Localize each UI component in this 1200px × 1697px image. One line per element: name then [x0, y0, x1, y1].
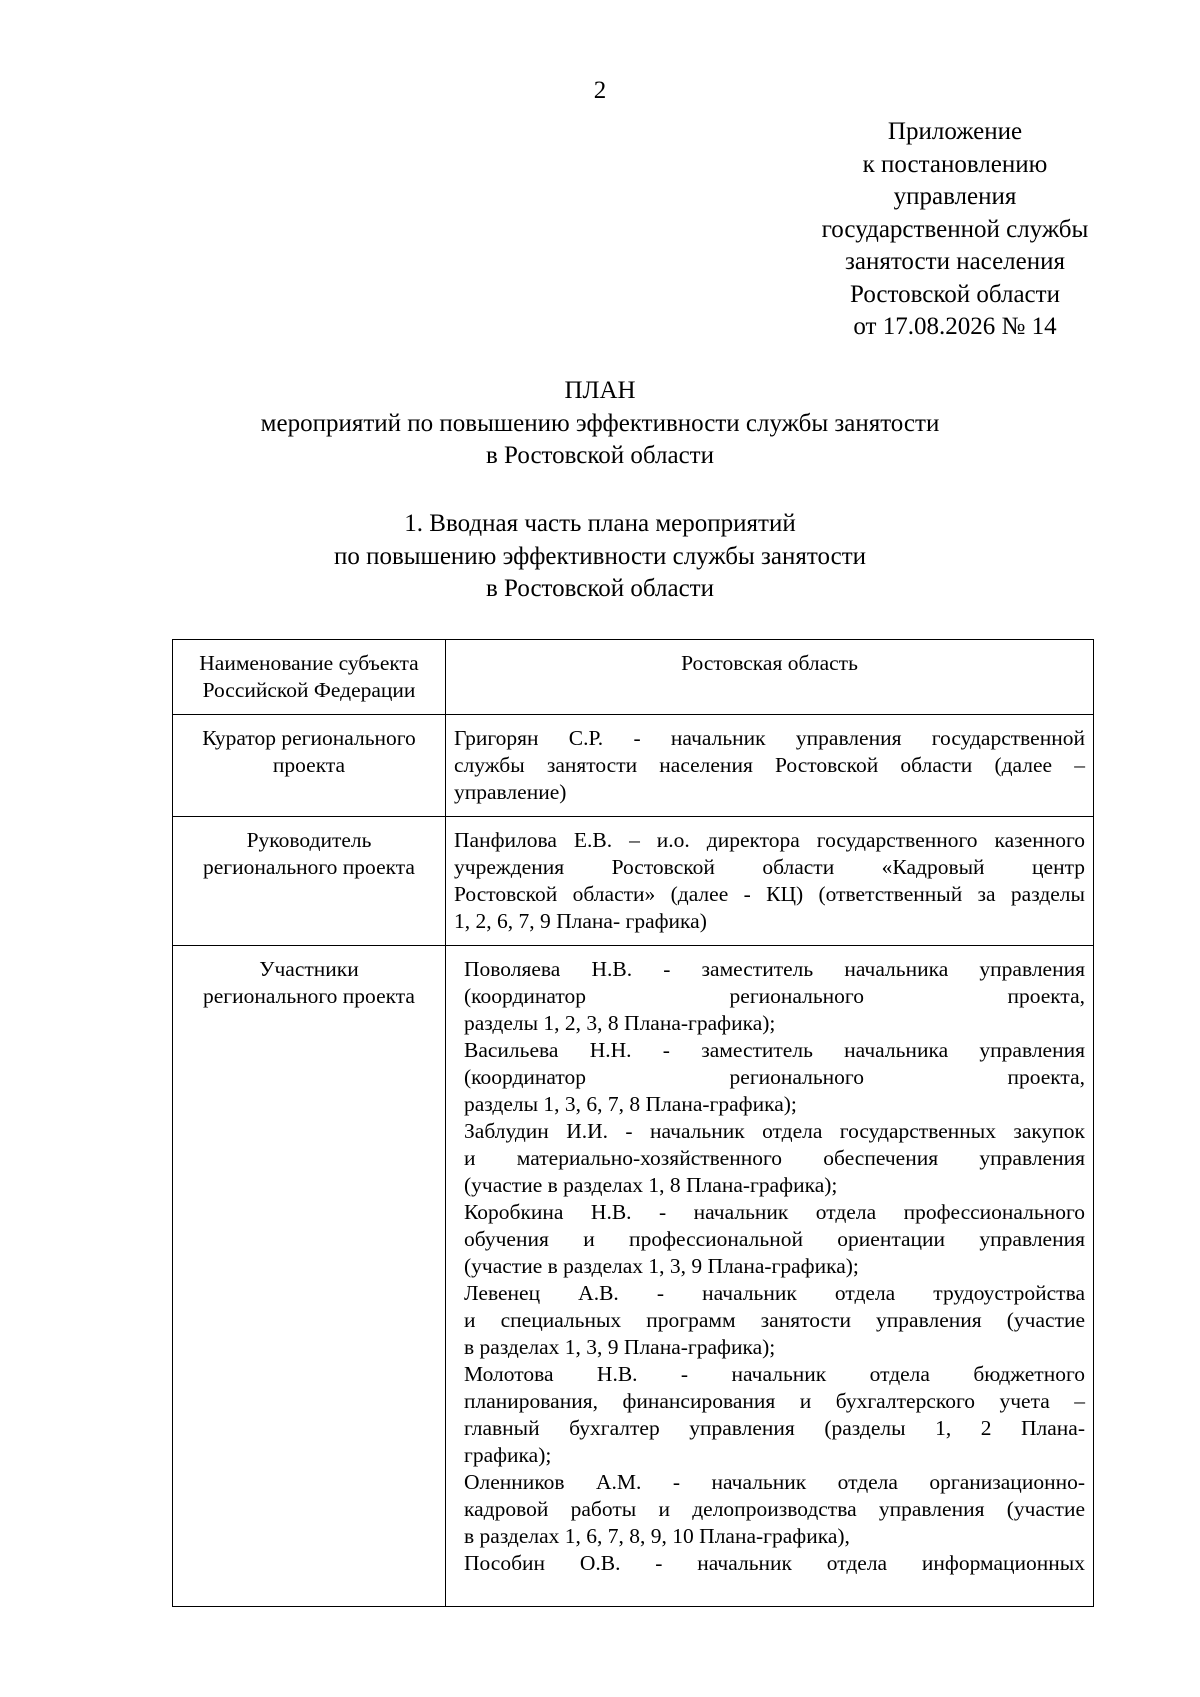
table-value-cell	[446, 817, 1094, 946]
section-title-line: в Ростовской области	[486, 575, 714, 602]
value-line: Ростовской области» (далее - КЦ) (ответственный за разделы	[454, 882, 1085, 906]
page-number: 2	[593, 77, 607, 104]
participant-line: Левенец А.В. - начальник отдела трудоустройства	[464, 1281, 1085, 1305]
value-line: учреждения Ростовской области «Кадровый центр	[454, 855, 1085, 879]
participant-line: (участие в разделах 1, 8 Плана-графика);	[464, 1173, 838, 1197]
label-line: Куратор регионального	[202, 726, 416, 750]
table-label-cell	[173, 817, 446, 946]
table-row	[173, 640, 1094, 715]
value-line: Панфилова Е.В. – и.о. директора государственного казенного	[454, 828, 1085, 852]
section-heading	[0, 508, 1200, 606]
table-row	[173, 946, 1094, 1607]
section-title-line: по повышению эффективности службы занятости	[333, 542, 867, 570]
participant-line: (участие в разделах 1, 3, 9 Плана-графика);	[464, 1254, 859, 1278]
participant-line: (координатор регионального проекта,	[464, 984, 1085, 1008]
table-label-cell	[173, 640, 446, 715]
participant-line: Молотова Н.В. - начальник отдела бюджетного	[464, 1362, 1085, 1386]
participant-line: в разделах 1, 6, 7, 8, 9, 10 Плана-графика),	[464, 1524, 850, 1548]
plan-title: ПЛАН	[564, 377, 636, 404]
appendix-line: к постановлению	[862, 150, 1048, 178]
appendix-line: занятости населения	[844, 248, 1066, 275]
participants-cell	[446, 946, 1094, 1607]
participant-line: (координатор регионального проекта,	[464, 1065, 1085, 1089]
section-title-line: 1. Вводная часть плана мероприятий	[404, 510, 796, 537]
appendix-line: управления	[893, 183, 1017, 210]
value-line: Ростовская область	[681, 651, 858, 675]
value-line: 1, 2, 6, 7, 9 Плана- графика)	[454, 909, 707, 933]
participant-line: обучения и профессиональной ориентации управления	[464, 1227, 1085, 1251]
plan-subtitle-line: в Ростовской области	[486, 442, 714, 469]
table-value-cell	[446, 640, 1094, 715]
participant-line: главный бухгалтер управления (разделы 1, 2 Плана-	[464, 1416, 1085, 1440]
appendix-line: Ростовской области	[850, 280, 1060, 308]
participant-line: Пособин О.В. - начальник отдела информационных	[464, 1551, 1085, 1575]
participant-line: Поволяева Н.В. - заместитель начальника управления	[464, 957, 1085, 981]
table-label-cell	[173, 946, 446, 1607]
value-line: управление)	[454, 780, 567, 804]
participant-line: графика);	[464, 1443, 552, 1467]
participant-line: в разделах 1, 3, 9 Плана-графика);	[464, 1335, 776, 1359]
plan-heading	[0, 375, 1200, 473]
participant-line: кадровой работы и делопроизводства управления (участие	[464, 1497, 1085, 1521]
label-line: проекта	[272, 753, 346, 777]
intro-table	[172, 639, 1094, 1607]
table-value-cell	[446, 715, 1094, 817]
plan-subtitle-line: мероприятий по повышению эффективности службы занятости	[260, 409, 940, 437]
value-line: службы занятости населения Ростовской области (далее –	[454, 753, 1085, 777]
appendix-line: государственной службы	[821, 215, 1089, 243]
label-line: регионального проекта	[203, 984, 415, 1008]
value-line: Григорян С.Р. - начальник управления государственной	[454, 726, 1085, 750]
table-label-cell	[173, 715, 446, 817]
participant-line: планирования, финансирования и бухгалтерского учета –	[464, 1389, 1085, 1413]
participant-line: Васильева Н.Н. - заместитель начальника управления	[464, 1038, 1085, 1062]
label-line: Наименование субъекта	[199, 651, 419, 675]
label-line: Руководитель	[246, 828, 372, 852]
table-row	[173, 715, 1094, 817]
participant-line: разделы 1, 2, 3, 8 Плана-графика);	[464, 1011, 776, 1035]
label-line: Российской Федерации	[202, 678, 416, 702]
participant-line: Заблудин И.И. - начальник отдела государственных закупок	[464, 1119, 1085, 1143]
table-row	[173, 817, 1094, 946]
participant-line: Оленников А.М. - начальник отдела организационно-	[464, 1470, 1085, 1494]
label-line: регионального проекта	[203, 855, 415, 879]
participant-line: и материально-хозяйственного обеспечения управления	[464, 1146, 1085, 1170]
participant-line: и специальных программ занятости управления (участие	[464, 1308, 1085, 1332]
participant-line: Коробкина Н.В. - начальник отдела профессионального	[464, 1200, 1085, 1224]
appendix-date-number: от 17.08.2026 № 14	[853, 313, 1057, 340]
participant-line: разделы 1, 3, 6, 7, 8 Плана-графика);	[464, 1092, 797, 1116]
label-line: Участники	[259, 957, 359, 981]
appendix-block	[790, 116, 1120, 344]
appendix-line: Приложение	[887, 118, 1023, 145]
